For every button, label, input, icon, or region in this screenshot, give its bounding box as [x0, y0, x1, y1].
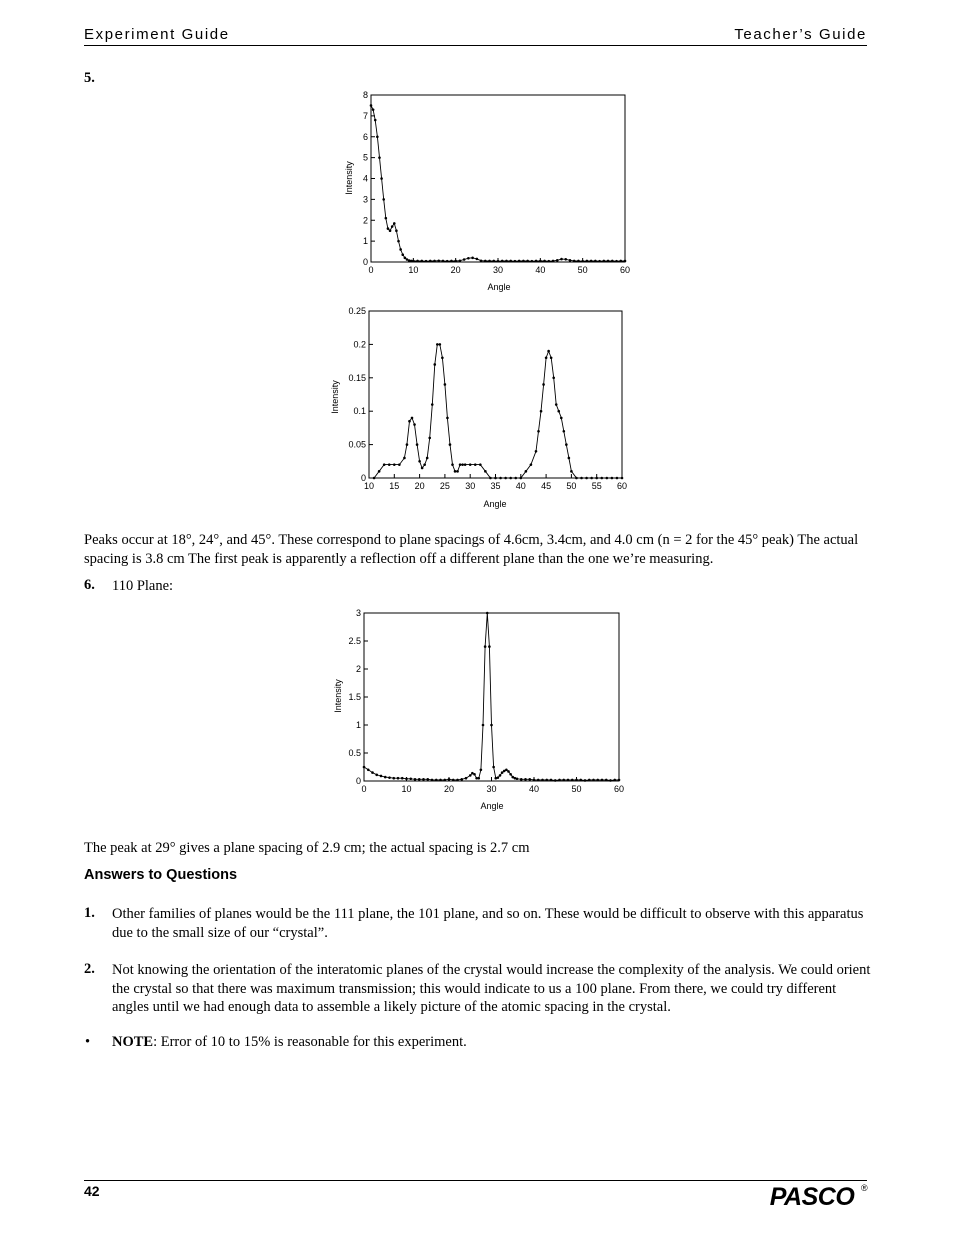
chart-2-data-point [509, 477, 512, 480]
chart-3-data-point [562, 779, 565, 782]
chart-2-data-point [433, 363, 436, 366]
answer-1-text: Other families of planes would be the 111 plane, the 101 plane, and so on. These would be difficult to observe with this apparatus due to the small size of our “crystal”. [112, 906, 864, 941]
chart-1-data-point [505, 260, 508, 263]
chart-3-data-point [405, 777, 408, 780]
pasco-logo [758, 1180, 866, 1210]
chart-1-data-point [387, 227, 390, 230]
chart-2-data-point [585, 477, 588, 480]
chart-1-ytick-label: 6 [362, 131, 368, 142]
chart-1-data-point [372, 108, 375, 111]
chart-3-xtick-label: 50 [571, 784, 582, 794]
chart-1-data-point [560, 258, 563, 261]
chart-1-xtick-label: 30 [492, 265, 504, 275]
chart-3-data-point [422, 778, 425, 781]
chart-3-data-point [537, 779, 540, 782]
chart-3-data-point [414, 778, 417, 781]
chart-1-data-point [619, 260, 622, 263]
chart-2-data-point [600, 477, 603, 480]
chart-1-data-point [471, 257, 474, 260]
chart-2-xtick-label: 60 [616, 481, 628, 491]
answer-1-number: 1. [84, 905, 95, 921]
chart-2-ytick-label: 0 [360, 473, 366, 483]
chart-3-data-point [501, 771, 504, 774]
note-label: NOTE [112, 1034, 154, 1050]
chart-3-ylabel: Intensity [333, 679, 343, 713]
chart-2-data-point [436, 343, 439, 346]
chart-1-ytick-label: 0 [362, 257, 368, 267]
chart-1-data-point [581, 260, 584, 263]
chart-3-data-point [443, 779, 446, 782]
chart-1-data-point [416, 260, 419, 263]
chart-3-data-point [545, 779, 548, 782]
chart-3-xtick-label: 40 [528, 784, 540, 794]
chart-2-data-point [540, 410, 543, 413]
chart-1-data-point [467, 257, 470, 260]
chart-1-data-point [370, 104, 373, 107]
chart-3-frame [364, 613, 619, 781]
chart-1-data-point [389, 229, 392, 232]
chart-1-data-point [412, 260, 415, 263]
chart-3-data-point [431, 779, 434, 782]
chart-1-data-point [454, 260, 457, 263]
chart-3-data-point [477, 777, 480, 780]
chart-2-data-point [403, 457, 406, 460]
chart-2-xlabel: Angle [483, 499, 507, 509]
chart-2-data-point [590, 477, 593, 480]
chart-3-data-point [363, 766, 366, 769]
chart-1-data-point [552, 260, 555, 263]
chart-2-data-point [479, 463, 482, 466]
chart-2 [325, 302, 640, 514]
registered-mark: ® [861, 1183, 868, 1193]
chart-3-data-point [550, 779, 553, 782]
chart-2-data-point [489, 477, 492, 480]
chart-3-data-point [592, 779, 595, 782]
chart-3-ytick-label: 0 [355, 776, 361, 786]
chart-2-data-point [431, 403, 434, 406]
chart-1-xtick-label: 50 [577, 265, 588, 275]
chart-2-data-point [421, 467, 424, 470]
chart-3-data-point [584, 779, 587, 782]
chart-3-data-point [505, 769, 508, 772]
chart-1-ytick-label: 8 [362, 90, 368, 100]
chart-3-data-point [482, 724, 485, 727]
chart-2-data-point [565, 443, 568, 446]
chart-3-data-point [509, 773, 512, 776]
chart-3-data-point [418, 778, 421, 781]
chart-2-data-point [469, 463, 472, 466]
chart-2-data-point [423, 463, 426, 466]
chart-2-data-point [451, 463, 454, 466]
chart-3-xlabel: Angle [480, 801, 504, 811]
chart-2-xtick-label: 55 [591, 481, 602, 491]
chart-1-data-point [395, 229, 398, 232]
chart-3-data-point [601, 779, 604, 782]
chart-3-xtick-label: 10 [401, 784, 412, 794]
chart-3-data-point [465, 777, 468, 780]
chart-3-data-point [469, 774, 472, 777]
chart-3-data-point [388, 776, 391, 779]
chart-2-data-point [530, 463, 533, 466]
chart-2-data-point [474, 463, 477, 466]
chart-2-data-point [398, 463, 401, 466]
chart-3 [325, 604, 640, 816]
chart-3-data-point [392, 777, 395, 780]
chart-3-data-point [452, 779, 455, 782]
chart-1-data-point [556, 259, 559, 262]
chart-2-xtick-label: 15 [389, 481, 400, 491]
chart-1-data-point [569, 259, 572, 262]
paragraph-29: The peak at 29° gives a plane spacing of 2.9 cm; the actual spacing is 2.7 cm [84, 840, 530, 856]
chart-3-ytick-label: 0.5 [348, 748, 361, 758]
chart-3-data-point [613, 779, 616, 782]
paragraph-peaks: Peaks occur at 18°, 24°, and 45°. These correspond to plane spacings of 4.6cm, 3.4cm, and 4.0 cm (n = 2 for the 45° peak) The actual spacing is 3.8 cm The first peak is apparently a reflection off a different plane than the one we’re measuring. [84, 532, 859, 567]
chart-2-data-point [535, 450, 538, 453]
chart-2-ytick-label: 0.2 [353, 339, 366, 350]
chart-2-data-point [575, 477, 578, 480]
chart-1-data-point [586, 260, 589, 263]
chart-2-ytick-label: 0.1 [353, 406, 366, 417]
chart-1-data-point [421, 260, 424, 263]
chart-1-data-point [548, 260, 551, 263]
chart-3-data-point [516, 777, 519, 780]
chart-3-data-point [484, 645, 487, 648]
chart-2-data-point [542, 383, 545, 386]
chart-1-data-point [376, 135, 379, 138]
chart-1-data-point [404, 257, 407, 260]
chart-3-data-point [609, 779, 612, 782]
chart-2-xtick-label: 10 [363, 481, 375, 491]
chart-2-data-point [373, 477, 376, 480]
chart-2-data-point [557, 410, 560, 413]
chart-1-data-point [380, 177, 383, 180]
chart-1-data-point [603, 260, 606, 263]
chart-1-data-point [577, 260, 580, 263]
chart-3-xtick-label: 0 [361, 784, 367, 794]
step-5-number: 5. [84, 70, 95, 86]
chart-3-ytick-label: 3 [355, 608, 361, 618]
chart-1-ytick-label: 7 [362, 110, 368, 121]
chart-3-data-point [541, 779, 544, 782]
chart-2-data-point [580, 477, 583, 480]
chart-3-data-point [380, 775, 383, 778]
header-right: Teacher’s Guide [734, 26, 867, 43]
chart-1-data-point [446, 260, 449, 263]
chart-2-data-point [444, 383, 447, 386]
chart-3-data-point [435, 779, 438, 782]
note-text: : Error of 10 to 15% is reasonable for this experiment. [153, 1034, 467, 1050]
chart-3-series-line [364, 613, 619, 780]
chart-3-ytick-label: 2 [355, 664, 361, 674]
chart-1-data-point [429, 260, 432, 263]
chart-1 [330, 85, 640, 297]
chart-2-data-point [393, 463, 396, 466]
chart-2-data-point [545, 356, 548, 359]
chart-2-data-point [494, 477, 497, 480]
chart-3-data-point [490, 724, 493, 727]
chart-1-data-point [573, 260, 576, 263]
chart-1-data-point [442, 260, 445, 263]
chart-1-xlabel: Angle [487, 282, 511, 292]
chart-3-data-point [409, 777, 412, 780]
chart-3-data-point [507, 770, 510, 773]
chart-3-data-point [439, 779, 442, 782]
chart-3-data-point [528, 778, 531, 781]
chart-3-data-point [499, 774, 502, 777]
chart-3-data-point [497, 776, 500, 779]
chart-2-data-point [560, 417, 563, 420]
chart-2-xtick-label: 20 [414, 481, 425, 491]
chart-2-data-point [484, 470, 487, 473]
chart-1-data-point [501, 260, 504, 263]
chart-1-xtick-label: 0 [368, 265, 374, 275]
chart-3-data-point [384, 776, 387, 779]
chart-2-data-point [568, 457, 571, 460]
chart-3-data-point [524, 778, 527, 781]
chart-2-data-point [459, 463, 462, 466]
chart-2-data-point [595, 477, 598, 480]
chart-1-data-point [598, 260, 601, 263]
chart-2-data-point [413, 423, 416, 426]
chart-3-xtick-label: 60 [613, 784, 625, 794]
chart-2-xtick-label: 40 [515, 481, 526, 491]
chart-3-data-point [460, 778, 463, 781]
chart-1-series-line [371, 105, 625, 261]
chart-1-data-point [564, 258, 567, 261]
chart-1-data-point [611, 260, 614, 263]
chart-2-data-point [504, 477, 507, 480]
chart-2-xtick-label: 25 [439, 481, 450, 491]
chart-1-data-point [535, 260, 538, 263]
chart-2-xtick-label: 45 [541, 481, 552, 491]
chart-1-ylabel: Intensity [344, 161, 354, 195]
chart-3-data-point [571, 779, 574, 782]
chart-1-xtick-label: 40 [535, 265, 546, 275]
chart-3-ytick-label: 1 [355, 720, 361, 730]
chart-1-ytick-label: 4 [362, 173, 368, 184]
chart-3-data-point [486, 612, 489, 615]
chart-3-data-point [492, 766, 495, 769]
chart-1-data-point [624, 260, 627, 263]
chart-3-data-point [375, 774, 378, 777]
chart-1-data-point [615, 260, 618, 263]
chart-1-data-point [433, 260, 436, 263]
chart-3-data-point [520, 778, 523, 781]
chart-1-data-point [594, 260, 597, 263]
chart-2-data-point [461, 463, 464, 466]
chart-1-data-point [459, 259, 462, 262]
chart-3-data-point [473, 773, 476, 776]
chart-3-data-point [579, 779, 582, 782]
chart-2-data-point [550, 356, 553, 359]
chart-2-data-point [456, 470, 459, 473]
chart-2-data-point [418, 460, 421, 463]
chart-1-xtick-label: 20 [450, 265, 461, 275]
chart-1-data-point [531, 260, 534, 263]
chart-2-data-point [616, 477, 619, 480]
chart-1-data-point [539, 260, 542, 263]
chart-3-data-point [367, 769, 370, 772]
header-rule [84, 45, 867, 46]
chart-3-data-point [554, 779, 557, 782]
header-left: Experiment Guide [84, 26, 230, 43]
chart-1-data-point [518, 260, 521, 263]
chart-2-data-point [378, 470, 381, 473]
chart-2-data-point [416, 443, 419, 446]
chart-1-xtick-label: 60 [619, 265, 631, 275]
chart-2-data-point [606, 477, 609, 480]
chart-2-series-line [374, 344, 622, 478]
chart-2-data-point [388, 463, 391, 466]
page-number: 42 [84, 1183, 100, 1199]
note-bullet: • [85, 1034, 91, 1050]
chart-2-data-point [441, 356, 444, 359]
chart-2-data-point [408, 420, 411, 423]
chart-3-data-point [426, 778, 429, 781]
chart-2-data-point [464, 463, 467, 466]
chart-1-xtick-label: 10 [408, 265, 419, 275]
chart-2-data-point [446, 417, 449, 420]
note-line [112, 1033, 872, 1052]
chart-1-data-point [393, 222, 396, 225]
chart-1-ytick-label: 3 [362, 194, 368, 205]
chart-1-data-point [378, 156, 381, 159]
chart-1-data-point [437, 259, 440, 262]
answers-heading: Answers to Questions [84, 867, 238, 883]
chart-2-data-point [555, 403, 558, 406]
chart-1-data-point [607, 260, 610, 263]
chart-1-ytick-label: 2 [362, 215, 368, 226]
chart-3-xtick-label: 30 [486, 784, 497, 794]
chart-1-data-point [401, 253, 404, 256]
chart-2-data-point [537, 430, 540, 433]
chart-1-data-point [480, 259, 483, 262]
chart-2-data-point [552, 377, 555, 380]
chart-3-data-point [448, 778, 451, 781]
chart-2-data-point [383, 463, 386, 466]
chart-1-ytick-label: 5 [362, 152, 368, 163]
chart-2-ytick-label: 0.05 [348, 439, 366, 450]
chart-1-data-point [509, 260, 512, 263]
chart-2-xtick-label: 50 [566, 481, 577, 491]
chart-2-data-point [621, 477, 624, 480]
chart-3-data-point [533, 779, 536, 782]
chart-2-data-point [499, 477, 502, 480]
chart-1-data-point [385, 217, 388, 220]
chart-1-data-point [590, 260, 593, 263]
step-6-text: 110 Plane: [112, 578, 174, 594]
step-6-number: 6. [84, 577, 95, 593]
chart-3-data-point [618, 779, 621, 782]
chart-2-data-point [563, 430, 566, 433]
chart-1-data-point [374, 119, 377, 122]
chart-3-data-point [567, 779, 570, 782]
chart-2-data-point [439, 343, 442, 346]
chart-3-ytick-label: 2.5 [348, 636, 361, 646]
chart-2-data-point [449, 443, 452, 446]
chart-2-ytick-label: 0.25 [348, 306, 366, 316]
chart-1-frame [371, 95, 625, 262]
chart-2-ylabel: Intensity [330, 380, 340, 414]
chart-1-data-point [382, 198, 385, 201]
chart-2-xtick-label: 35 [490, 481, 501, 491]
chart-2-data-point [454, 470, 457, 473]
chart-3-data-point [575, 779, 578, 782]
chart-3-data-point [480, 769, 483, 772]
chart-3-data-point [401, 777, 404, 780]
chart-3-data-point [558, 779, 561, 782]
chart-3-xtick-label: 20 [443, 784, 455, 794]
chart-2-data-point [525, 470, 528, 473]
chart-1-data-point [425, 260, 428, 263]
chart-2-data-point [406, 443, 409, 446]
chart-2-frame [369, 311, 622, 478]
chart-1-data-point [399, 248, 402, 251]
chart-3-ytick-label: 1.5 [348, 692, 361, 702]
chart-1-data-point [497, 260, 500, 263]
chart-1-data-point [526, 260, 529, 263]
chart-3-data-point [596, 779, 599, 782]
chart-2-data-point [426, 457, 429, 460]
chart-1-data-point [488, 260, 491, 263]
chart-1-data-point [514, 260, 517, 263]
chart-2-data-point [611, 477, 614, 480]
chart-1-ytick-label: 1 [362, 236, 368, 247]
chart-3-data-point [588, 779, 591, 782]
chart-1-data-point [492, 260, 495, 263]
chart-2-data-point [547, 350, 550, 353]
chart-2-data-point [428, 437, 431, 440]
chart-3-data-point [605, 779, 608, 782]
chart-1-data-point [476, 258, 479, 261]
chart-1-data-point [463, 258, 466, 261]
chart-1-data-point [522, 260, 525, 263]
chart-3-data-point [488, 645, 491, 648]
footer-rule [84, 1180, 867, 1181]
pasco-logo-text: PASCO [769, 1183, 855, 1210]
chart-1-data-point [484, 260, 487, 263]
chart-1-data-point [391, 225, 394, 228]
chart-1-data-point [543, 260, 546, 263]
answer-2-text: Not knowing the orientation of the interatomic planes of the crystal would increase the complexity of the analysis. We could orient the crystal so that there was maximum transmission; this would indicate to us a 100 plane. From there, we could try different angles until we had enough data to assemble a likely picture of the atomic spacing in the crystal. [112, 962, 871, 1015]
answer-2-number: 2. [84, 961, 95, 977]
chart-2-xtick-label: 30 [465, 481, 476, 491]
chart-1-data-point [397, 240, 400, 243]
chart-3-data-point [371, 771, 374, 774]
chart-3-data-point [456, 779, 459, 782]
chart-2-ytick-label: 0.15 [348, 372, 366, 383]
chart-2-data-point [570, 470, 573, 473]
chart-2-data-point [514, 477, 517, 480]
chart-2-data-point [411, 417, 414, 420]
chart-1-data-point [450, 260, 453, 263]
chart-3-data-point [397, 777, 400, 780]
chart-2-data-point [520, 477, 523, 480]
